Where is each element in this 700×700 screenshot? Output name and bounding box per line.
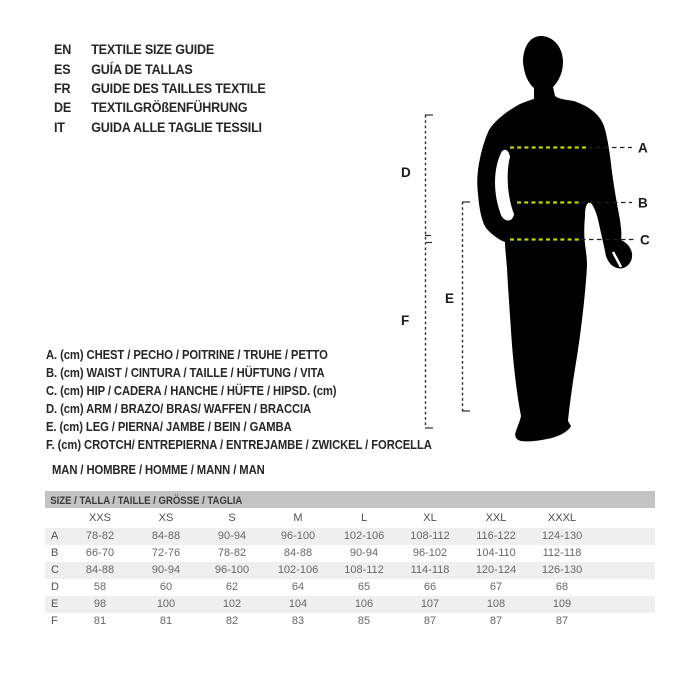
row-value: 64 xyxy=(291,581,305,593)
row-value: 102-106 xyxy=(277,564,319,576)
row-filler xyxy=(595,562,655,579)
table-row xyxy=(45,545,655,562)
row-value: 112-118 xyxy=(542,547,582,559)
row-value: 96-100 xyxy=(280,530,316,542)
row-value: 96-100 xyxy=(214,564,250,576)
row-value: 102-106 xyxy=(343,530,385,542)
table-row xyxy=(45,579,655,596)
row-value: 82 xyxy=(225,615,239,627)
waist-marker-label: B xyxy=(638,195,648,211)
row-value: 81 xyxy=(93,615,107,627)
language-code: FR xyxy=(54,80,71,96)
legend-item: C. (cm) HIP / CADERA / HANCHE / HÜFTE / HIPSD. (cm) xyxy=(46,384,337,398)
row-value: 65 xyxy=(357,581,371,593)
row-filler xyxy=(595,579,655,596)
row-value: 108 xyxy=(486,598,506,610)
table-row xyxy=(45,596,655,613)
chest-marker-label: A xyxy=(638,140,648,156)
row-value: 124-130 xyxy=(541,530,583,542)
row-value: 66-70 xyxy=(85,547,115,559)
language-title: GUIDA ALLE TAGLIE TESSILI xyxy=(91,119,262,135)
size-table-body xyxy=(45,528,655,630)
row-value: 108-112 xyxy=(410,530,450,542)
row-value: 78-82 xyxy=(217,547,247,559)
row-value: 84-88 xyxy=(283,547,313,559)
row-value: 83 xyxy=(291,615,305,627)
row-value: 66 xyxy=(423,581,437,593)
row-filler xyxy=(595,613,655,630)
row-label: C xyxy=(51,564,59,576)
row-value: 120-124 xyxy=(475,564,517,576)
size-table xyxy=(45,491,655,630)
size-table-header-row xyxy=(45,508,655,528)
row-value: 104 xyxy=(288,598,308,610)
row-value: 68 xyxy=(555,581,569,593)
row-value: 90-94 xyxy=(151,564,181,576)
row-value: 109 xyxy=(552,598,572,610)
row-value: 72-76 xyxy=(151,547,181,559)
row-value: 85 xyxy=(357,615,371,627)
row-label: E xyxy=(51,598,59,610)
row-value: 84-88 xyxy=(85,564,115,576)
header-spacer xyxy=(45,508,67,528)
measurement-legend xyxy=(46,346,432,454)
row-label: A xyxy=(51,530,59,542)
row-value: 62 xyxy=(225,581,239,593)
header-filler xyxy=(595,508,655,528)
hip-marker-label: C xyxy=(640,232,650,248)
row-value: 100 xyxy=(156,598,176,610)
row-value: 67 xyxy=(489,581,503,593)
column-header: XL xyxy=(423,512,437,524)
legend-item: B. (cm) WAIST / CINTURA / TAILLE / HÜFTUNG / VITA xyxy=(46,366,325,380)
row-label: F xyxy=(51,615,58,627)
row-value: 96-102 xyxy=(412,547,448,559)
row-value: 78-82 xyxy=(85,530,115,542)
row-filler xyxy=(595,528,655,545)
row-label: D xyxy=(51,581,59,593)
row-value: 116-122 xyxy=(476,530,516,542)
row-value: 87 xyxy=(555,615,569,627)
row-value: 87 xyxy=(423,615,437,627)
column-header: S xyxy=(228,512,236,524)
language-code: ES xyxy=(54,61,71,77)
size-table-title-bar xyxy=(45,491,655,508)
table-row xyxy=(45,562,655,579)
row-value: 102 xyxy=(222,598,242,610)
language-code: IT xyxy=(54,119,65,135)
column-header: XS xyxy=(158,512,174,524)
row-value: 104-110 xyxy=(476,547,516,559)
row-value: 107 xyxy=(420,598,440,610)
row-value: 87 xyxy=(489,615,503,627)
row-value: 126-130 xyxy=(541,564,583,576)
language-code: EN xyxy=(54,42,72,58)
table-row xyxy=(45,613,655,630)
language-title: GUIDE DES TAILLES TEXTILE xyxy=(91,80,266,96)
row-filler xyxy=(595,596,655,613)
table-row xyxy=(45,528,655,545)
row-value: 84-88 xyxy=(151,530,181,542)
legend-item: D. (cm) ARM / BRAZO/ BRAS/ WAFFEN / BRACCIA xyxy=(46,402,312,416)
row-filler xyxy=(595,545,655,562)
language-title: TEXTILGRÖßENFÜHRUNG xyxy=(91,100,248,116)
language-code: DE xyxy=(54,100,72,116)
crotch-marker-label: F xyxy=(401,313,410,328)
language-title: GUÍA DE TALLAS xyxy=(91,61,193,77)
row-value: 98 xyxy=(93,598,107,610)
size-table-title: SIZE / TALLA / TAILLE / GRÖSSE / TAGLIA xyxy=(50,495,243,507)
column-header: M xyxy=(293,512,303,524)
row-value: 81 xyxy=(159,615,173,627)
row-value: 90-94 xyxy=(217,530,247,542)
language-title: TEXTILE SIZE GUIDE xyxy=(91,42,215,58)
legend-item: A. (cm) CHEST / PECHO / POITRINE / TRUHE / PETTO xyxy=(46,348,328,362)
row-value: 60 xyxy=(159,581,173,593)
category-line: MAN / HOMBRE / HOMME / MANN / MAN xyxy=(52,463,265,477)
legend-item: F. (cm) CROTCH/ ENTREPIERNA / ENTREJAMBE / ZWICKEL / FORCELLA xyxy=(46,438,432,452)
row-value: 58 xyxy=(93,581,107,593)
leg-marker-label: E xyxy=(445,291,454,306)
row-value: 90-94 xyxy=(349,547,379,559)
row-value: 106 xyxy=(354,598,374,610)
row-label: B xyxy=(51,547,59,559)
column-header: XXS xyxy=(88,512,111,524)
column-header: L xyxy=(360,512,368,524)
row-value: 114-118 xyxy=(410,564,450,576)
arm-marker-label: D xyxy=(401,165,411,180)
column-header: XXXL xyxy=(547,512,577,524)
row-value: 108-112 xyxy=(344,564,384,576)
legend-item: E. (cm) LEG / PIERNA/ JAMBE / BEIN / GAMBA xyxy=(46,420,292,434)
column-header: XXL xyxy=(485,512,507,524)
